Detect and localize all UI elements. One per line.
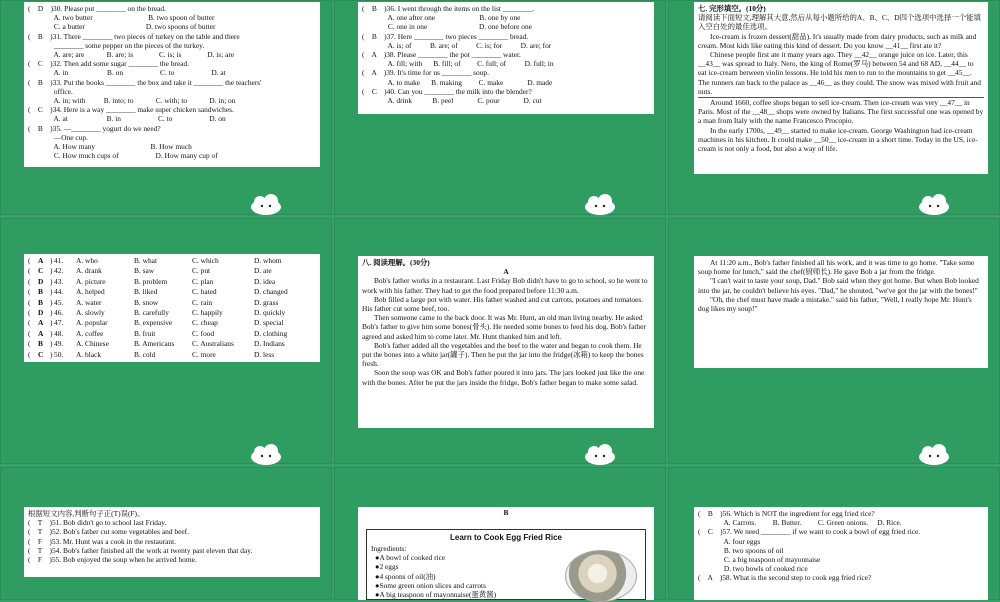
question-number: 44. <box>54 287 64 297</box>
passage-paragraph: Then someone came to the back door. It was Mr. Hunt, an old man living nearby. He asked Bob's father to give him some bones(骨头). He needed some bones to feed his dog. Bob's father agreed and asked him to come later. Mr. Hunt thanked him and left. <box>362 313 646 341</box>
fried-rice-photo <box>565 550 637 602</box>
answer-letter: C <box>38 266 44 276</box>
option-line: A. two butter B. two spoon of butter <box>28 13 215 23</box>
question-line: ( B )33. Put the books ________ the box and take it ________ the teachers' <box>28 77 262 87</box>
option-text: C. put <box>192 266 211 276</box>
answer-row <box>28 298 316 308</box>
passage-paragraph: In the early 1700s, __49__ started to make ice-cream. George Washington had ice-cream machines in his kitchen. It could make __50__ ice-cream in a short time. Today in the US, ice-cream is not only a food, but also a way of life. <box>698 125 978 154</box>
question-line: ( C )32. Then add some sugar ________ the bread. <box>28 59 189 69</box>
option-line: B. two spoons of oil <box>698 545 784 555</box>
option-text: C. Australians <box>192 339 234 349</box>
cloud-mascot-icon <box>583 193 617 215</box>
option-line: C. How much cups of D. How many cup of <box>28 151 218 161</box>
option-text: B. cold <box>134 349 156 359</box>
answer-row <box>28 318 316 328</box>
option-text: D. special <box>254 318 284 328</box>
option-text: D. less <box>254 349 275 359</box>
statement-line: ( T )51. Bob didn't go to school last Friday. <box>28 518 167 528</box>
answer-letter: A <box>38 328 44 338</box>
option-line: A. in B. on C. to D. at <box>28 68 226 78</box>
question-line: ( B )35. —________ yogurt do we need? <box>28 123 161 133</box>
passage-label: A <box>503 267 509 277</box>
question-number: 41. <box>54 256 64 265</box>
question-number: 49. <box>54 339 64 349</box>
option-line: A. fill; with B. fill; of C. full; of D. full; in <box>362 59 554 69</box>
paren: ) <box>50 276 53 286</box>
cloud-mascot-icon <box>249 193 283 215</box>
question-line: ( B )37. Here ________ two pieces ________ bread. <box>362 31 529 41</box>
question-line: ( C )34. Here is a way ________ make super chicken sandwiches. <box>28 105 234 115</box>
answer-row <box>28 277 316 287</box>
answer-letter: D <box>38 276 44 286</box>
question-number: 47. <box>54 318 64 328</box>
paren: ( <box>28 297 31 307</box>
option-text: A. black <box>76 349 102 359</box>
statement-line: ( F )53. Mr. Hunt was a cook in the restaurant. <box>28 536 176 546</box>
option-text: A. helped <box>76 287 105 297</box>
worksheet-panel-2 <box>358 2 654 114</box>
option-text: B. what <box>134 256 157 265</box>
option-text: B. saw <box>134 266 155 276</box>
worksheet-panel-4 <box>24 254 320 362</box>
statement-line: ( F )55. Bob enjoyed the soup when he arrived home. <box>28 555 197 565</box>
paren: ( <box>28 328 31 338</box>
answer-letter: C <box>38 349 44 359</box>
question-line: ( C )40. Can you ________ the milk into the blender? <box>362 86 532 96</box>
option-line: A. to make B. making C. make D. made <box>362 77 553 87</box>
recipe-card <box>366 529 646 600</box>
option-text: A. Chinese <box>76 339 109 349</box>
instruction-text: 请阅读下面短文,理解其大意,然后从每小题所给的A、B、C、D四个选项中选择一个能填入空白处的最佳选项。 <box>698 13 981 32</box>
answer-row <box>28 339 316 349</box>
question-line: ( D )30. Please put ________ on the bread. <box>28 4 166 13</box>
option-line: A. in; with B. into; to C. with; to D. in; on <box>28 96 236 106</box>
answer-letter: A <box>38 256 44 265</box>
ingredient-item: ●2 eggs <box>375 562 399 572</box>
paren: ( <box>28 287 31 297</box>
passage-paragraph: Bob filled a large pot with water. His father washed and cut carrots, potatoes and tomatoes. His father cut some beef, too. <box>362 294 644 314</box>
answer-row <box>28 256 316 266</box>
option-text: D. quickly <box>254 307 286 317</box>
question-line: ( C )57. We need ________ if we want to cook a bowl of egg fried rice. <box>698 527 921 537</box>
ingredients-label: Ingredients: <box>371 544 407 553</box>
option-text: D. ate <box>254 266 272 276</box>
ingredient-item: ●A big teaspoon of mayonnaise(蛋黄酱) <box>375 590 497 600</box>
answer-letter: B <box>38 339 43 349</box>
passage-paragraph: Soon the soup was OK and Bob's father poured it into jars. The jars looked just like the one with the bones. After he put the jars inside the fridge, Bob's father began to make some salad. <box>362 368 645 387</box>
recipe-title: Learn to Cook Egg Fried Rice <box>449 533 562 542</box>
question-number: 43. <box>54 276 64 286</box>
paren: ) <box>50 318 53 328</box>
passage-label: B <box>503 508 509 517</box>
passage-paragraph: "I can't wait to taste your soup, Dad." Bob said when they got home. But when Bob looked into the jar, he couldn't believe his eyes. "Dad," he shouted, "we've got the jar with the bones!" <box>698 276 979 295</box>
paren: ( <box>28 349 31 359</box>
option-text: D. clothing <box>254 328 288 338</box>
option-text: D. idea <box>254 276 276 286</box>
option-text: A. slowly <box>76 307 105 317</box>
passage-paragraph: "Oh, the chef must have made a mistake." said his father, "Well, I really hope Mr. Hunt's dog likes my soup!" <box>698 294 972 314</box>
paren: ( <box>28 266 31 276</box>
question-number: 42. <box>54 266 64 276</box>
answer-row <box>28 350 316 360</box>
paren: ) <box>50 287 53 297</box>
question-line: ( A )38. Please ________ the pot ________ water. <box>362 50 521 60</box>
option-text: B. problem <box>134 276 168 286</box>
option-line: A. four eggs <box>698 536 761 546</box>
option-text: C. food <box>192 328 215 338</box>
option-text: D. grass <box>254 297 279 307</box>
ingredient-item: ●4 spoons of oil(油) <box>375 571 436 581</box>
cloud-mascot-icon <box>917 193 951 215</box>
cloud-mascot-icon <box>917 443 951 465</box>
option-text: B. snow <box>134 297 159 307</box>
cloud-mascot-icon <box>249 443 283 465</box>
question-line: office. <box>28 86 73 96</box>
paren: ( <box>28 339 31 349</box>
option-line: C. a butter D. two spoons of butter <box>28 22 216 32</box>
worksheet-panel-1 <box>24 2 320 167</box>
answer-letter: B <box>38 297 43 307</box>
worksheet-panel-5 <box>358 256 654 428</box>
question-number: 48. <box>54 328 64 338</box>
passage-paragraph: Ice-cream is frozen dessert(甜品). It's usually made from dairy products, such as milk and cream. Most kids like eating this kind of dessert. Do you know __41__ first ate it? <box>698 31 977 50</box>
worksheet-panel-3 <box>694 2 988 174</box>
question-line: ( A )58. What is the second step to cook egg fried rice? <box>698 573 872 583</box>
ingredient-item: ●A bowl of cooked rice <box>375 553 446 563</box>
paren: ) <box>50 307 53 317</box>
option-text: C. more <box>192 349 216 359</box>
option-text: D. Indians <box>254 339 285 349</box>
statement-line: ( T )54. Bob's father finished all the work at twenty past eleven that day. <box>28 545 253 555</box>
option-text: C. rain <box>192 297 213 307</box>
passage-paragraph: At 11:20 a.m., Bob's father finished all his work, and it was time to go home. "Take some soup home for lunch," said the chef(厨师长). He gave Bob a jar from the fridge. <box>698 258 975 277</box>
question-line: —One cup. <box>28 132 88 142</box>
option-line: A. Carrots. B. Butter. C. Green onions. D. Rice. <box>698 518 902 528</box>
option-text: A. popular <box>76 318 108 328</box>
option-text: B. fruit <box>134 328 156 338</box>
option-text: D. whom <box>254 256 282 265</box>
option-text: D. changed <box>254 287 288 297</box>
answer-letter: D <box>38 307 44 317</box>
passage-paragraph: Around 1660, coffee shops began to sell ice-cream. Then ice-cream was very __47__ in Paris. Most of the __48__ shops were owned by Italians. The first successful one was opened by a man from Italy with the name Francesco Procopio. <box>698 98 984 126</box>
paren: ( <box>28 276 31 286</box>
worksheet-panel-6 <box>694 256 988 368</box>
option-text: C. plan <box>192 276 214 286</box>
question-number: 45. <box>54 297 64 307</box>
option-line: A. at B. in C. to D. on <box>28 114 226 124</box>
option-text: A. water <box>76 297 102 307</box>
answer-row <box>28 308 316 318</box>
paren: ) <box>50 328 53 338</box>
passage-paragraph: Chinese people first ate it many years ago. They __42__ orange juice on ice. Later, this __43__ was spread to Italy. Nero, the king of Rome(罗马) between 54 and 68 AD, __44__ to eat ice-cream between violin lessons. He told his men to run to the mountains to get __45__. The runners ran back to the palace as __46__ as they could. The snow was mixed with fruit and nuts. <box>698 50 981 96</box>
section-heading: 八. 阅读理解。(30分) <box>362 258 430 267</box>
option-line: A. is; of B. are; of C. is; for D. are; for <box>362 40 552 50</box>
option-line: A. one after one B. one by one <box>362 13 521 23</box>
option-text: B. liked <box>134 287 158 297</box>
option-text: A. drank <box>76 266 102 276</box>
option-text: A. coffee <box>76 328 104 338</box>
worksheet-panel-8 <box>358 507 654 600</box>
cloud-mascot-icon <box>583 443 617 465</box>
question-number: 50. <box>54 349 64 359</box>
instruction-text: 根据短文内容,判断句子正(T)误(F)。 <box>28 509 145 518</box>
option-line: A. are; are B. are; is C. is; is D. is; are <box>28 50 235 60</box>
question-line: ( A )39. It's time for us ________ soup. <box>362 68 489 78</box>
ingredient-item: ●Some green onion slices and carrots <box>375 580 486 590</box>
statement-line: ( T )52. Bob's father cut some vegetables and beef. <box>28 527 189 537</box>
paren: ) <box>50 266 53 276</box>
option-text: C. hated <box>192 287 217 297</box>
option-text: B. carefully <box>134 307 169 317</box>
option-line: C. a big teaspoon of mayonnaise <box>698 555 821 565</box>
option-text: A. who <box>76 256 98 265</box>
answer-table <box>28 256 316 360</box>
worksheet-panel-9 <box>694 507 988 600</box>
question-line: ( B )56. Which is NOT the ingredient for egg fried rice? <box>698 509 875 518</box>
option-text: C. which <box>192 256 219 265</box>
option-text: C. cheap <box>192 318 218 328</box>
option-line: C. one in one D. one before one <box>362 22 532 32</box>
question-line: ________ some pepper on the pieces of the turkey. <box>28 40 205 50</box>
paren: ) <box>50 256 53 265</box>
paren: ( <box>28 318 31 328</box>
question-line: ( B )31. There ________ two pieces of turkey on the table and there <box>28 31 240 41</box>
passage-paragraph: Bob's father works in a restaurant. Last Friday Bob didn't have to go to school, so he went to work with his father. They had to get the food prepared before 11:30 a.m. <box>362 276 648 295</box>
option-line: D. two bowls of cooked rice <box>698 564 808 574</box>
paren: ) <box>50 349 53 359</box>
option-line: A. How many B. How much <box>28 142 192 152</box>
answer-letter: B <box>38 287 43 297</box>
option-text: B. Americans <box>134 339 175 349</box>
paren: ( <box>28 307 31 317</box>
answer-row <box>28 266 316 276</box>
option-text: B. expensive <box>134 318 173 328</box>
question-number: 46. <box>54 307 64 317</box>
worksheet-panel-7 <box>24 507 320 577</box>
question-line: ( B )36. I went through the items on the list ________. <box>362 4 535 13</box>
answer-letter: A <box>38 318 44 328</box>
option-line: A. drink B. peel C. pour D. cut <box>362 96 542 106</box>
answer-row <box>28 287 316 297</box>
option-text: C. happily <box>192 307 223 317</box>
section-heading: 七. 完形填空。(10分) <box>698 4 766 13</box>
paren: ) <box>50 339 53 349</box>
passage-paragraph: Bob's father added all the vegetables and the beef to the water and began to cook them. He put the bones into a white jar(罐子). Then he put the jar into the fridge(冰箱) to keep the bones fresh. <box>362 340 644 369</box>
answer-row <box>28 329 316 339</box>
option-text: A. picture <box>76 276 106 286</box>
paren: ) <box>50 297 53 307</box>
paren: ( <box>28 256 31 265</box>
